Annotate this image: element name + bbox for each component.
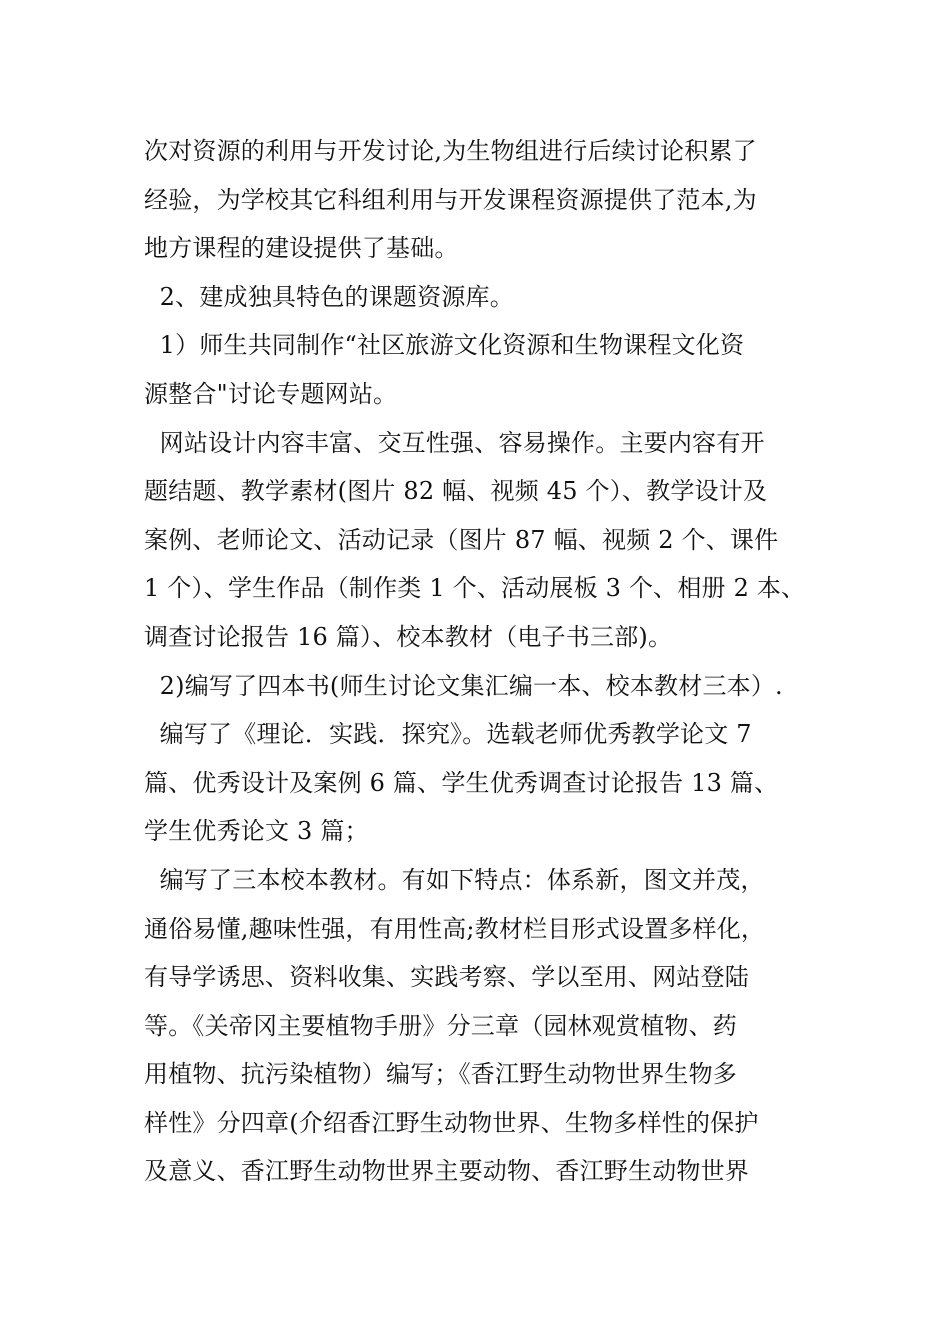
text-line: 地方课程的建设提供了基础。 [144,234,459,263]
section-heading: 2、建成独具特色的课题资源库。 [144,282,514,311]
paragraph-start: 网站设计内容丰富、交互性强、容易操作。主要内容有开 [144,428,765,457]
text-line: 1 个）、学生作品（制作类 1 个、活动展板 3 个、相册 2 本、 [144,574,806,603]
text-line: 及意义、香江野生动物世界主要动物、香江野生动物世界 [144,1157,749,1186]
text-line: 篇、优秀设计及案例 6 篇、学生优秀调查讨论报告 13 篇、 [144,768,779,797]
text-line: 用植物、抗污染植物）编写；《香江野生动物世界生物多 [144,1060,737,1089]
text-line: 源整合"讨论专题网站。 [144,379,398,408]
subsection-heading: 1）师生共同制作“社区旅游文化资源和生物课程文化资 [144,331,745,360]
text-line: 题结题、教学素材(图片 82 幅、视频 45 个）、教学设计及 [144,477,768,506]
document-body [144,127,824,1196]
text-line: 经验，为学校其它科组利用与开发课程资源提供了范本,为 [144,185,757,214]
text-line: 案例、老师论文、活动记录（图片 87 幅、视频 2 个、课件 [144,525,779,554]
text-line: 学生优秀论文 3 篇； [144,817,369,846]
text-line: 等。《关帝冈主要植物手册》分三章（园林观赏植物、药 [144,1011,737,1040]
text-line: 调查讨论报告 16 篇）、校本教材（电子书三部)。 [144,622,673,651]
paragraph-start: 编写了《理论．实践．探究》。选载老师优秀教学论文 7 [144,720,752,749]
text-line: 次对资源的利用与开发讨论,为生物组进行后续讨论积累了 [144,137,757,165]
text-line: 样性》分四章(介绍香江野生动物世界、生物多样性的保护 [144,1108,759,1137]
subsection-heading: 2)编写了四本书(师生讨论文集汇编一本、校本教材三本）. [144,671,783,700]
text-line: 有导学诱思、资料收集、实践考察、学以至用、网站登陆 [144,963,749,992]
paragraph-start: 编写了三本校本教材。有如下特点：体系新，图文并茂， [144,865,765,894]
text-line: 通俗易懂,趣味性强，有用性高;教材栏目形式设置多样化， [144,914,766,943]
